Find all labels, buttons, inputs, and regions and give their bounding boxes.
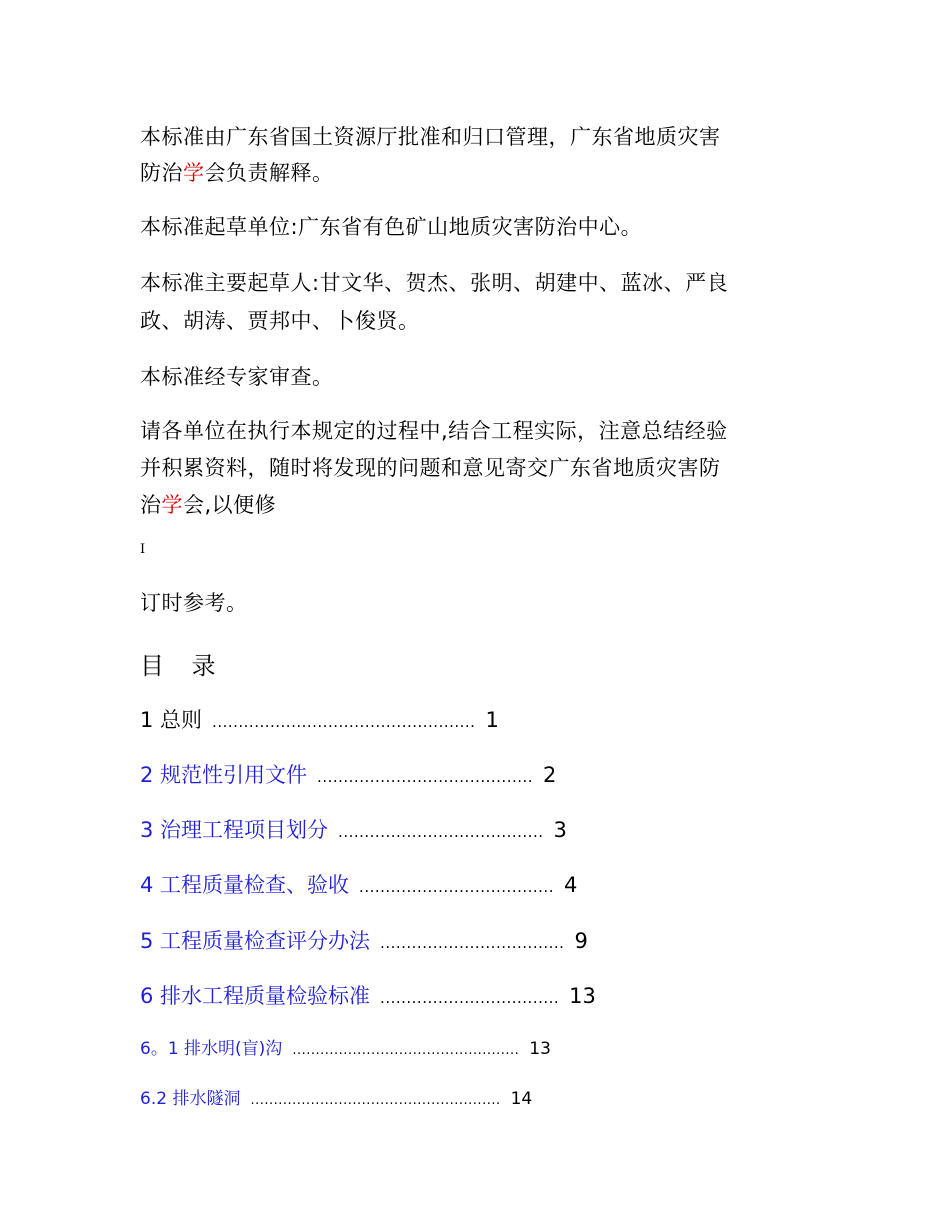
toc-leader: .................................. [380,989,560,1007]
text-segment: 会负责解释。 [204,161,334,185]
toc-entry-label: 1 总则 [140,708,203,732]
paragraph-line [140,308,420,334]
paragraph-line [140,455,721,481]
toc-page-number: 3 [553,818,567,842]
paragraph-line [140,590,248,616]
text-segment: 治 [140,493,162,517]
toc-subentry[interactable] [140,1034,551,1059]
toc-entry[interactable] [140,869,577,899]
text-segment: 本标准起草单位:广东省有色矿山地质灾害防治中心。 [140,215,643,239]
text-segment: 政、胡涛、贾邦中、卜俊贤。 [140,309,420,333]
toc-page-number: 2 [543,763,557,787]
text-segment: 本标准主要起草人:甘文华、贺杰、张明、胡建中、蓝冰、严良 [140,271,729,295]
toc-page-number: 1 [485,708,499,732]
highlighted-text: 学 [161,493,183,517]
paragraph-line [140,418,728,444]
toc-title: 目 录 [140,652,226,680]
paragraph-line [140,160,334,186]
toc-leader: ...................................................... [250,1093,501,1108]
toc-leader: ................................... [380,934,565,952]
toc-entry[interactable] [140,980,596,1010]
toc-page-number: 4 [563,873,578,897]
toc-entry[interactable] [140,759,556,789]
highlighted-text: 学 [183,161,205,185]
paragraph-line [140,270,728,296]
text-segment: 会,以便修 [183,493,277,517]
toc-entry[interactable] [140,814,567,844]
text-segment: 并积累资料，随时将发现的问题和意见寄交广东省地质灾害防 [140,456,721,480]
toc-subentry[interactable] [140,1084,532,1109]
toc-page-number: 13 [569,984,596,1008]
toc-entry-label: 6。1 排水明(盲)沟 [140,1039,283,1059]
text-segment: 订时参考。 [140,591,248,615]
toc-leader: ......................................... [317,768,534,786]
paragraph-line [140,492,276,518]
text-segment: 请各单位在执行本规定的过程中,结合工程实际，注意总结经验 [140,419,728,443]
text-segment: 防治 [140,161,183,185]
paragraph-line [140,214,642,240]
toc-entry-label: 6.2 排水隧洞 [140,1089,241,1109]
toc-leader: ................................................. [292,1043,520,1058]
toc-leader: ....................................... [338,823,544,841]
toc-entry-label: 5 工程质量检查评分办法 [140,929,371,953]
toc-entry-label: 4 工程质量检查、验收 [140,873,350,897]
toc-page-number: 14 [510,1089,533,1109]
toc-entry-label: 3 治理工程项目划分 [140,818,329,842]
toc-entry-label: 6 排水工程质量检验标准 [140,984,371,1008]
toc-page-number: 9 [574,929,588,953]
toc-leader: .................................................. [212,713,476,731]
text-segment: 本标准由广东省国土资源厅批准和归口管理，广东省地质灾害 [140,125,721,149]
toc-page-number: 13 [529,1039,551,1059]
paragraph-line [140,364,334,390]
page-number-marker: I [140,542,146,557]
paragraph-line [140,124,721,150]
toc-entry-label: 2 规范性引用文件 [140,763,308,787]
toc-entry[interactable] [140,925,588,955]
toc-leader: ..................................... [359,878,554,896]
text-segment: 本标准经专家审查。 [140,365,334,389]
toc-entry[interactable] [140,704,499,734]
